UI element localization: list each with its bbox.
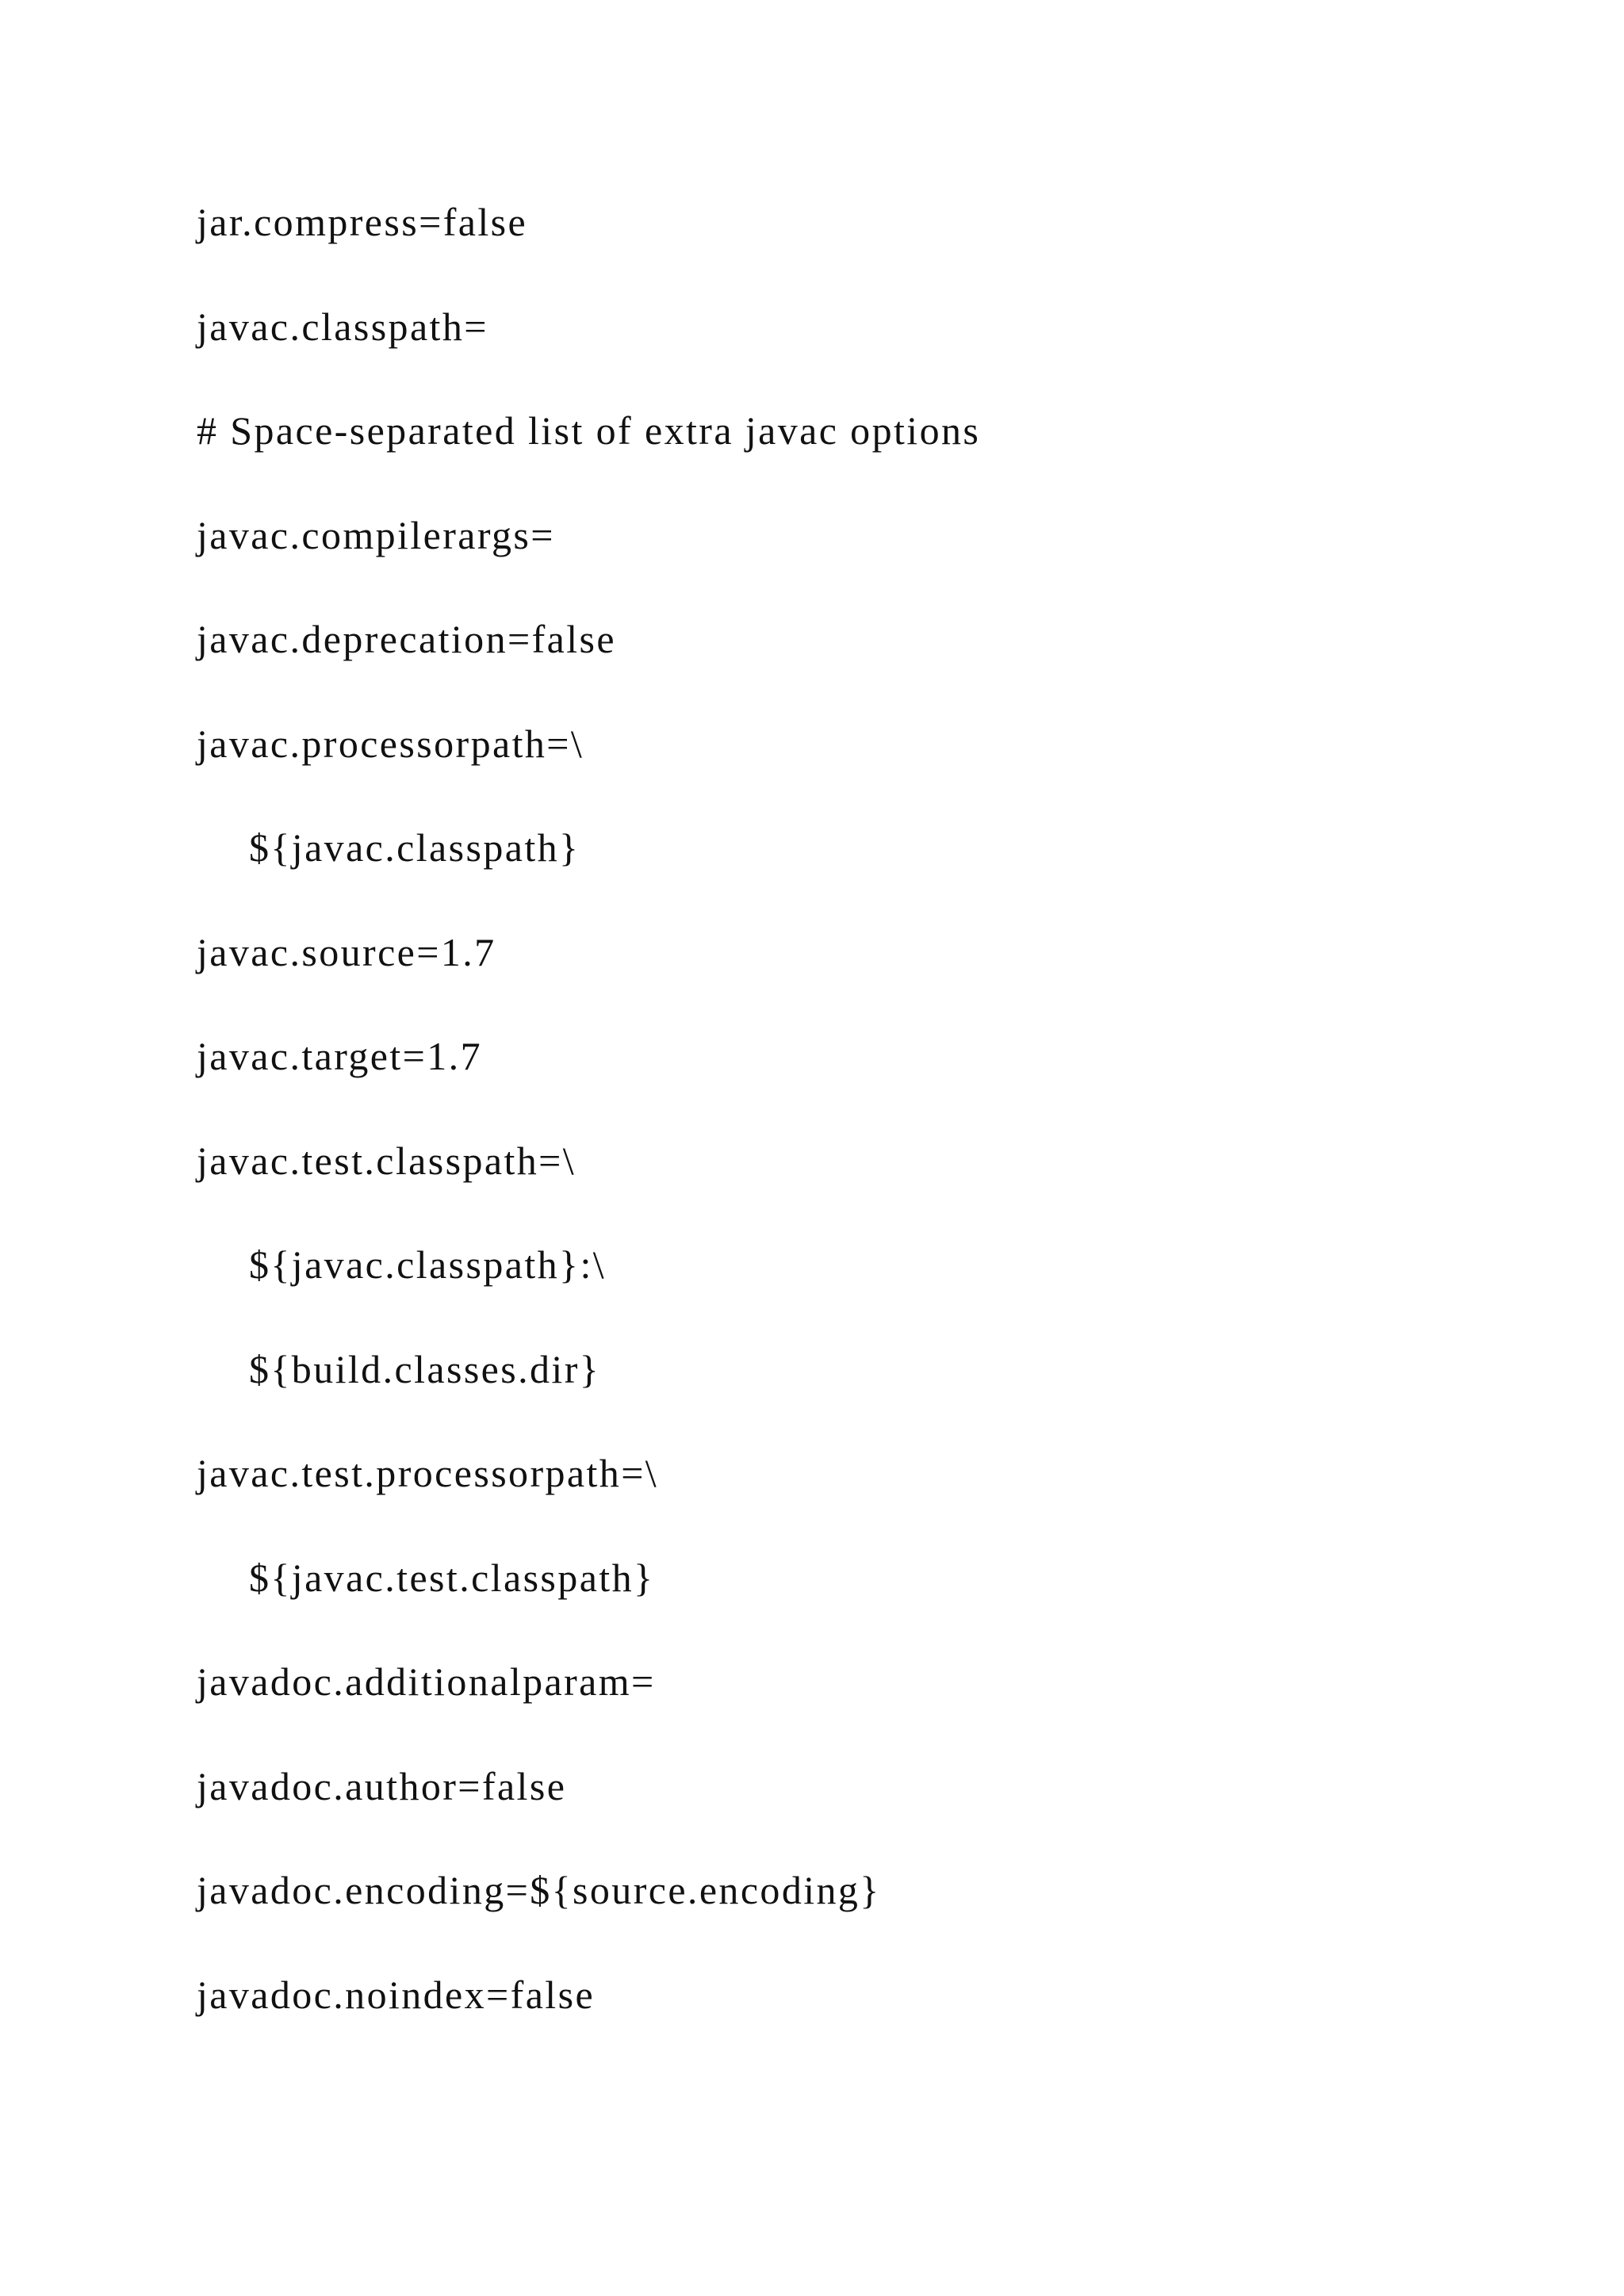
property-continuation-javac-test-classpath: ${javac.test.classpath} bbox=[249, 1556, 655, 1600]
property-line-javac-test-classpath: javac.test.classpath=\ bbox=[197, 1138, 576, 1183]
property-line-javadoc-noindex: javadoc.noindex=false bbox=[197, 1973, 596, 2017]
property-line-javac-compilerargs: javac.compilerargs= bbox=[197, 513, 555, 557]
property-line-javac-classpath: javac.classpath= bbox=[197, 304, 488, 349]
property-line-javadoc-additionalparam: javadoc.additionalparam= bbox=[197, 1659, 656, 1704]
property-line-javac-test-processorpath: javac.test.processorpath=\ bbox=[197, 1451, 659, 1495]
property-line-javac-processorpath: javac.processorpath=\ bbox=[197, 721, 584, 766]
property-continuation-javac-classpath-build: ${javac.classpath}:\ bbox=[249, 1242, 607, 1287]
property-line-javadoc-author: javadoc.author=false bbox=[197, 1764, 567, 1808]
property-line-javac-target: javac.target=1.7 bbox=[197, 1034, 482, 1078]
property-continuation-build-classes-dir: ${build.classes.dir} bbox=[249, 1347, 601, 1391]
property-continuation-javac-classpath: ${javac.classpath} bbox=[249, 825, 580, 870]
property-line-javadoc-encoding: javadoc.encoding=${source.encoding} bbox=[197, 1868, 881, 1912]
property-line-javac-deprecation: javac.deprecation=false bbox=[197, 617, 616, 661]
property-line-jar-compress: jar.compress=false bbox=[197, 200, 528, 244]
property-line-javac-source: javac.source=1.7 bbox=[197, 930, 496, 974]
comment-line-extra-javac-options: # Space-separated list of extra javac options bbox=[197, 408, 981, 453]
